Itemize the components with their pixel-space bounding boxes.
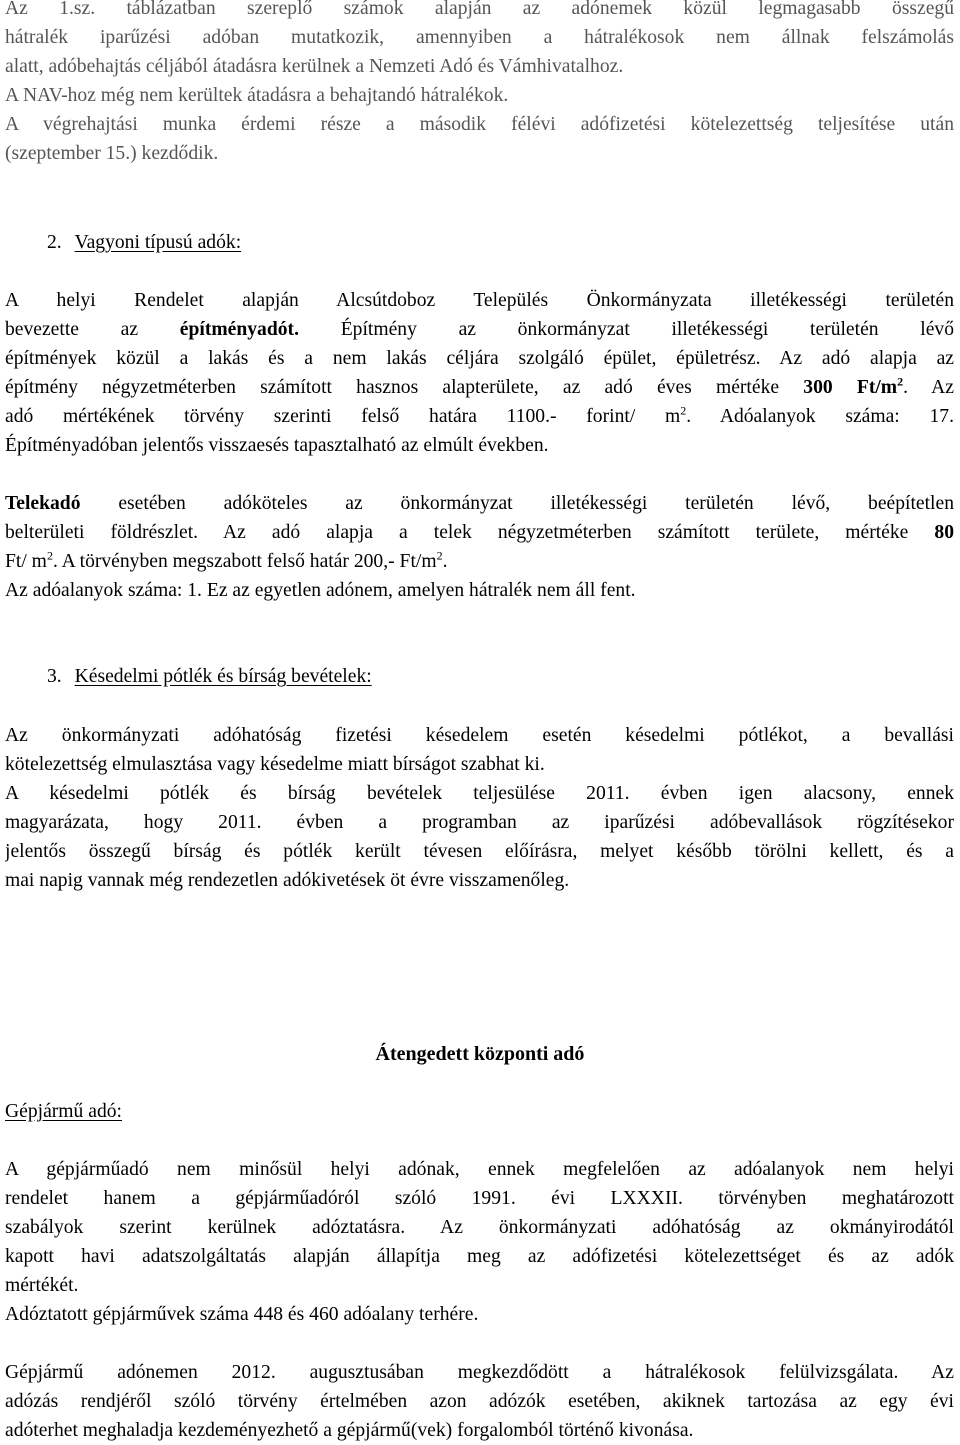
text-line bbox=[5, 402, 954, 431]
section-3-heading bbox=[47, 662, 372, 691]
epitmenyado-paragraph bbox=[5, 286, 954, 460]
text-fragment: építmény négyzetméterben számított hasznos alapterülete, az adó éves mértéke bbox=[5, 377, 804, 398]
text-fragment: . A törvényben megszabott felső határ 200,- Ft/m bbox=[52, 551, 437, 572]
text-line bbox=[5, 373, 954, 402]
text-line: szabályok szerint kerülnek adóztatásra. Az önkormányzati adóhatóság az okmányirodától bbox=[5, 1217, 954, 1238]
intro-line: Az 1.sz. táblázatban szereplő számok alapján az adónemek közül legmagasabb összegű bbox=[5, 0, 954, 19]
text-fragment: 300 Ft/m bbox=[803, 377, 898, 398]
gepjarmu-paragraph-1 bbox=[5, 1155, 954, 1329]
superscript: 2 bbox=[897, 374, 904, 389]
text-line: jelentős összegű bírság és pótlék került tévesen előírásra, melyet később törölni kellett, és a bbox=[5, 841, 954, 862]
text-fragment: bevezette az bbox=[5, 319, 180, 340]
intro-line: hátralék iparűzési adóban mutatkozik, amennyiben a hátralékosok nem állnak felszámolás bbox=[5, 27, 954, 48]
text-line: A helyi Rendelet alapján Alcsútdoboz Település Önkormányzata illetékességi területén bbox=[5, 290, 954, 311]
text-line: mértékét. bbox=[5, 1275, 79, 1296]
rate-value bbox=[803, 374, 904, 398]
telekado-term: Telekadó bbox=[5, 493, 81, 514]
text-line: Az önkormányzati adóhatóság fizetési késedelem esetén késedelmi pótlékot, a bevallási bbox=[5, 725, 954, 746]
text-fragment: Ft/ m bbox=[5, 551, 47, 572]
intro-line: A végrehajtási munka érdemi része a második félévi adófizetési kötelezettség teljesítése után bbox=[5, 114, 954, 135]
text-line: kapott havi adatszolgáltatás alapján állapítja meg az adófizetési kötelezettséget és az adók bbox=[5, 1246, 954, 1267]
text-fragment: esetében adóköteles az önkormányzat illetékességi területén lévő, beépítetlen bbox=[80, 493, 954, 514]
section-number: 2. bbox=[47, 232, 62, 253]
atengedett-heading: Átengedett központi adó bbox=[375, 1043, 585, 1065]
intro-line: A NAV-hoz még nem kerültek átadásra a behajtandó hátralékok. bbox=[5, 85, 509, 106]
text-line: adózás rendjéről szóló törvény értelmében azon adózók esetében, akiknek tartozása az egy évi bbox=[5, 1391, 954, 1412]
gepjarmu-subheading: Gépjármű adó: bbox=[5, 1101, 122, 1122]
section-2-heading bbox=[47, 228, 241, 257]
section-title: Késedelmi pótlék és bírság bevételek: bbox=[74, 666, 372, 687]
text-line: adóterhet meghaladja kezdeményezhető a gépjármű(vek) forgalomból történő kivonása. bbox=[5, 1420, 694, 1441]
text-line: Az adóalanyok száma: 1. Ez az egyetlen adónem, amelyen hátralék nem áll fent. bbox=[5, 580, 636, 601]
intro-paragraph bbox=[5, 0, 954, 168]
rate-value: 80 bbox=[934, 522, 954, 543]
text-line bbox=[5, 518, 954, 547]
superscript: 2 bbox=[680, 403, 687, 418]
kesedelmi-paragraph-1 bbox=[5, 721, 954, 779]
text-line: Építményadóban jelentős visszaesés tapasztalható az elmúlt években. bbox=[5, 435, 549, 456]
text-line bbox=[5, 547, 954, 576]
text-fragment: . bbox=[442, 551, 448, 572]
section-title: Vagyoni típusú adók: bbox=[74, 232, 242, 253]
epitmenyado-term: építményadót. bbox=[179, 319, 299, 340]
text-line: Gépjármű adónemen 2012. augusztusában megkezdődött a hátralékosok felülvizsgálata. Az bbox=[5, 1362, 954, 1383]
text-line bbox=[5, 489, 954, 518]
gepjarmu-paragraph-2 bbox=[5, 1358, 954, 1445]
text-line: építmények közül a lakás és a nem lakás céljára szolgáló épület, épületrész. Az adó alapja az bbox=[5, 348, 954, 369]
text-fragment: adó mértékének törvény szerinti felső határa 1100.- forint/ m bbox=[5, 406, 681, 427]
superscript: 2 bbox=[436, 548, 443, 563]
text-line: kötelezettség elmulasztása vagy késedelme miatt bírságot szabhat ki. bbox=[5, 754, 545, 775]
text-line: mai napig vannak még rendezetlen adókivetések öt évre visszamenőleg. bbox=[5, 870, 570, 891]
text-line: A gépjárműadó nem minősül helyi adónak, ennek megfelelően az adóalanyok nem helyi bbox=[5, 1159, 954, 1180]
text-fragment: . Az bbox=[903, 377, 954, 398]
text-line: rendelet hanem a gépjárműadóról szóló 1991. évi LXXXII. törvényben meghatározott bbox=[5, 1188, 954, 1209]
text-line: magyarázata, hogy 2011. évben a programban az iparűzési adóbevallások rögzítésekor bbox=[5, 812, 954, 833]
text-fragment: Építmény az önkormányzat illetékességi területén lévő bbox=[298, 319, 954, 340]
superscript: 2 bbox=[46, 548, 53, 563]
text-line: A késedelmi pótlék és bírság bevételek teljesülése 2011. évben igen alacsony, ennek bbox=[5, 783, 954, 804]
text-fragment: belterületi földrészlet. Az adó alapja a telek négyzetméterben számított területe, mértéke bbox=[5, 522, 935, 543]
intro-line: (szeptember 15.) kezdődik. bbox=[5, 143, 219, 164]
section-number: 3. bbox=[47, 666, 62, 687]
intro-line: alatt, adóbehajtás céljából átadásra kerülnek a Nemzeti Adó és Vámhivatalhoz. bbox=[5, 56, 624, 77]
text-line: Adóztatott gépjárművek száma 448 és 460 adóalany terhére. bbox=[5, 1304, 479, 1325]
telekado-paragraph bbox=[5, 489, 954, 605]
text-line bbox=[5, 315, 954, 344]
text-fragment: . Adóalanyok száma: 17. bbox=[686, 406, 954, 427]
kesedelmi-paragraph-2 bbox=[5, 779, 954, 895]
